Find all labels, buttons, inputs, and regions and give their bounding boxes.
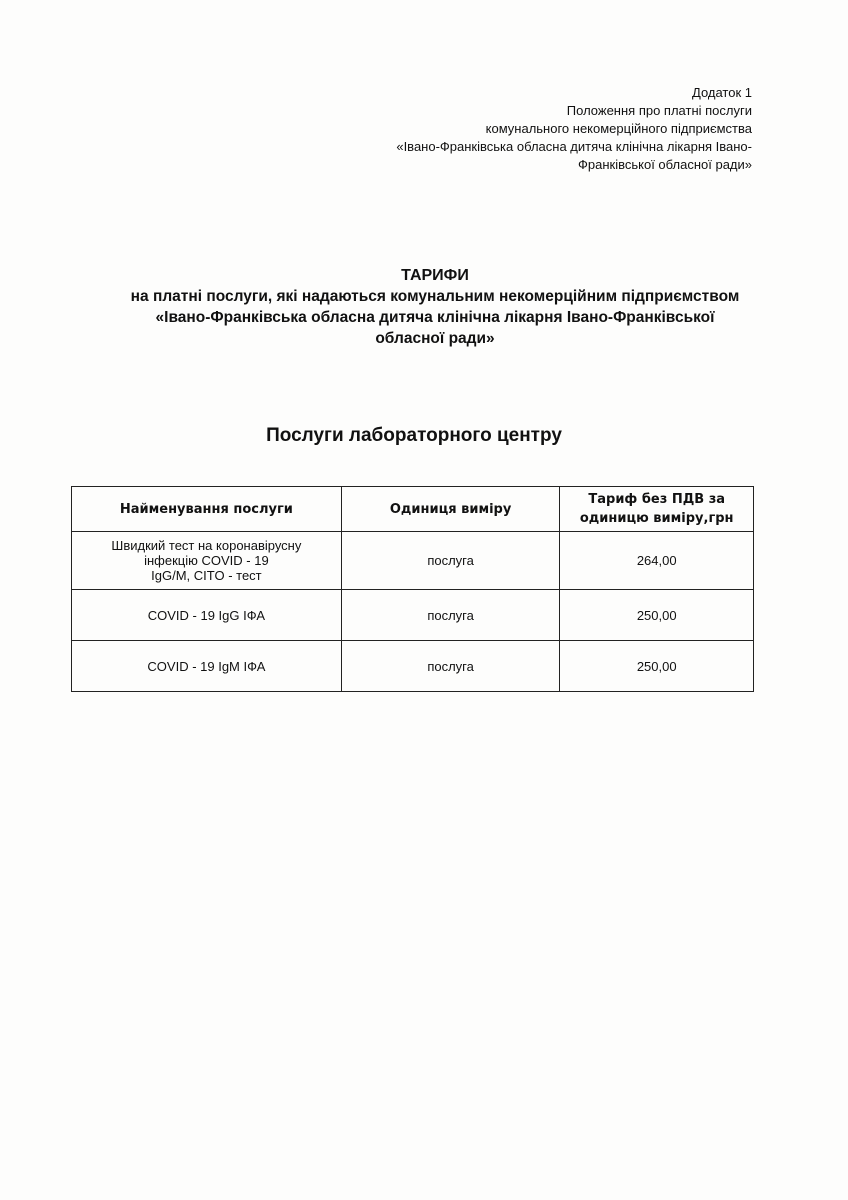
tariff-cell: 250,00 [560,590,754,641]
unit-cell: послуга [341,590,560,641]
page-title: ТАРИФИ [401,267,469,284]
service-name: Швидкий тест на коронавірусну інфекцію COVID - 19 IgG/M, CITO - тест [72,532,342,590]
section-title: Послуги лабораторного центру [266,425,562,446]
table-row [72,590,754,641]
table-row [72,641,754,692]
appendix-line: «Івано-Франківська обласна дитяча клінічна лікарня Івано- [396,139,752,154]
appendix-line: Положення про платні послуги [566,103,752,118]
table-header-row [72,487,754,532]
unit-cell: послуга [341,641,560,692]
title-line: обласної ради» [375,330,495,347]
unit-cell: послуга [341,532,560,590]
tariff-table [71,486,754,692]
service-name: COVID - 19 IgG ІФА [72,590,342,641]
header-tariff: Тариф без ПДВ за одиницю виміру,грн [560,487,754,532]
document-title [40,265,830,349]
header-service: Найменування послуги [72,487,342,532]
appendix-header [332,84,752,174]
appendix-line: комунального некомерційного підприємства [485,121,752,136]
tariff-cell: 250,00 [560,641,754,692]
title-line: на платні послуги, які надаються комунальним некомерційним підприємством [130,288,740,305]
appendix-line: Франківської обласної ради» [578,157,752,172]
table-row [72,532,754,590]
tariff-cell: 264,00 [560,532,754,590]
header-unit: Одиниця виміру [341,487,560,532]
service-name: COVID - 19 IgM ІФА [72,641,342,692]
appendix-number: Додаток 1 [692,85,752,100]
title-line: «Івано-Франківська обласна дитяча клінічна лікарня Івано-Франківської [155,309,715,326]
